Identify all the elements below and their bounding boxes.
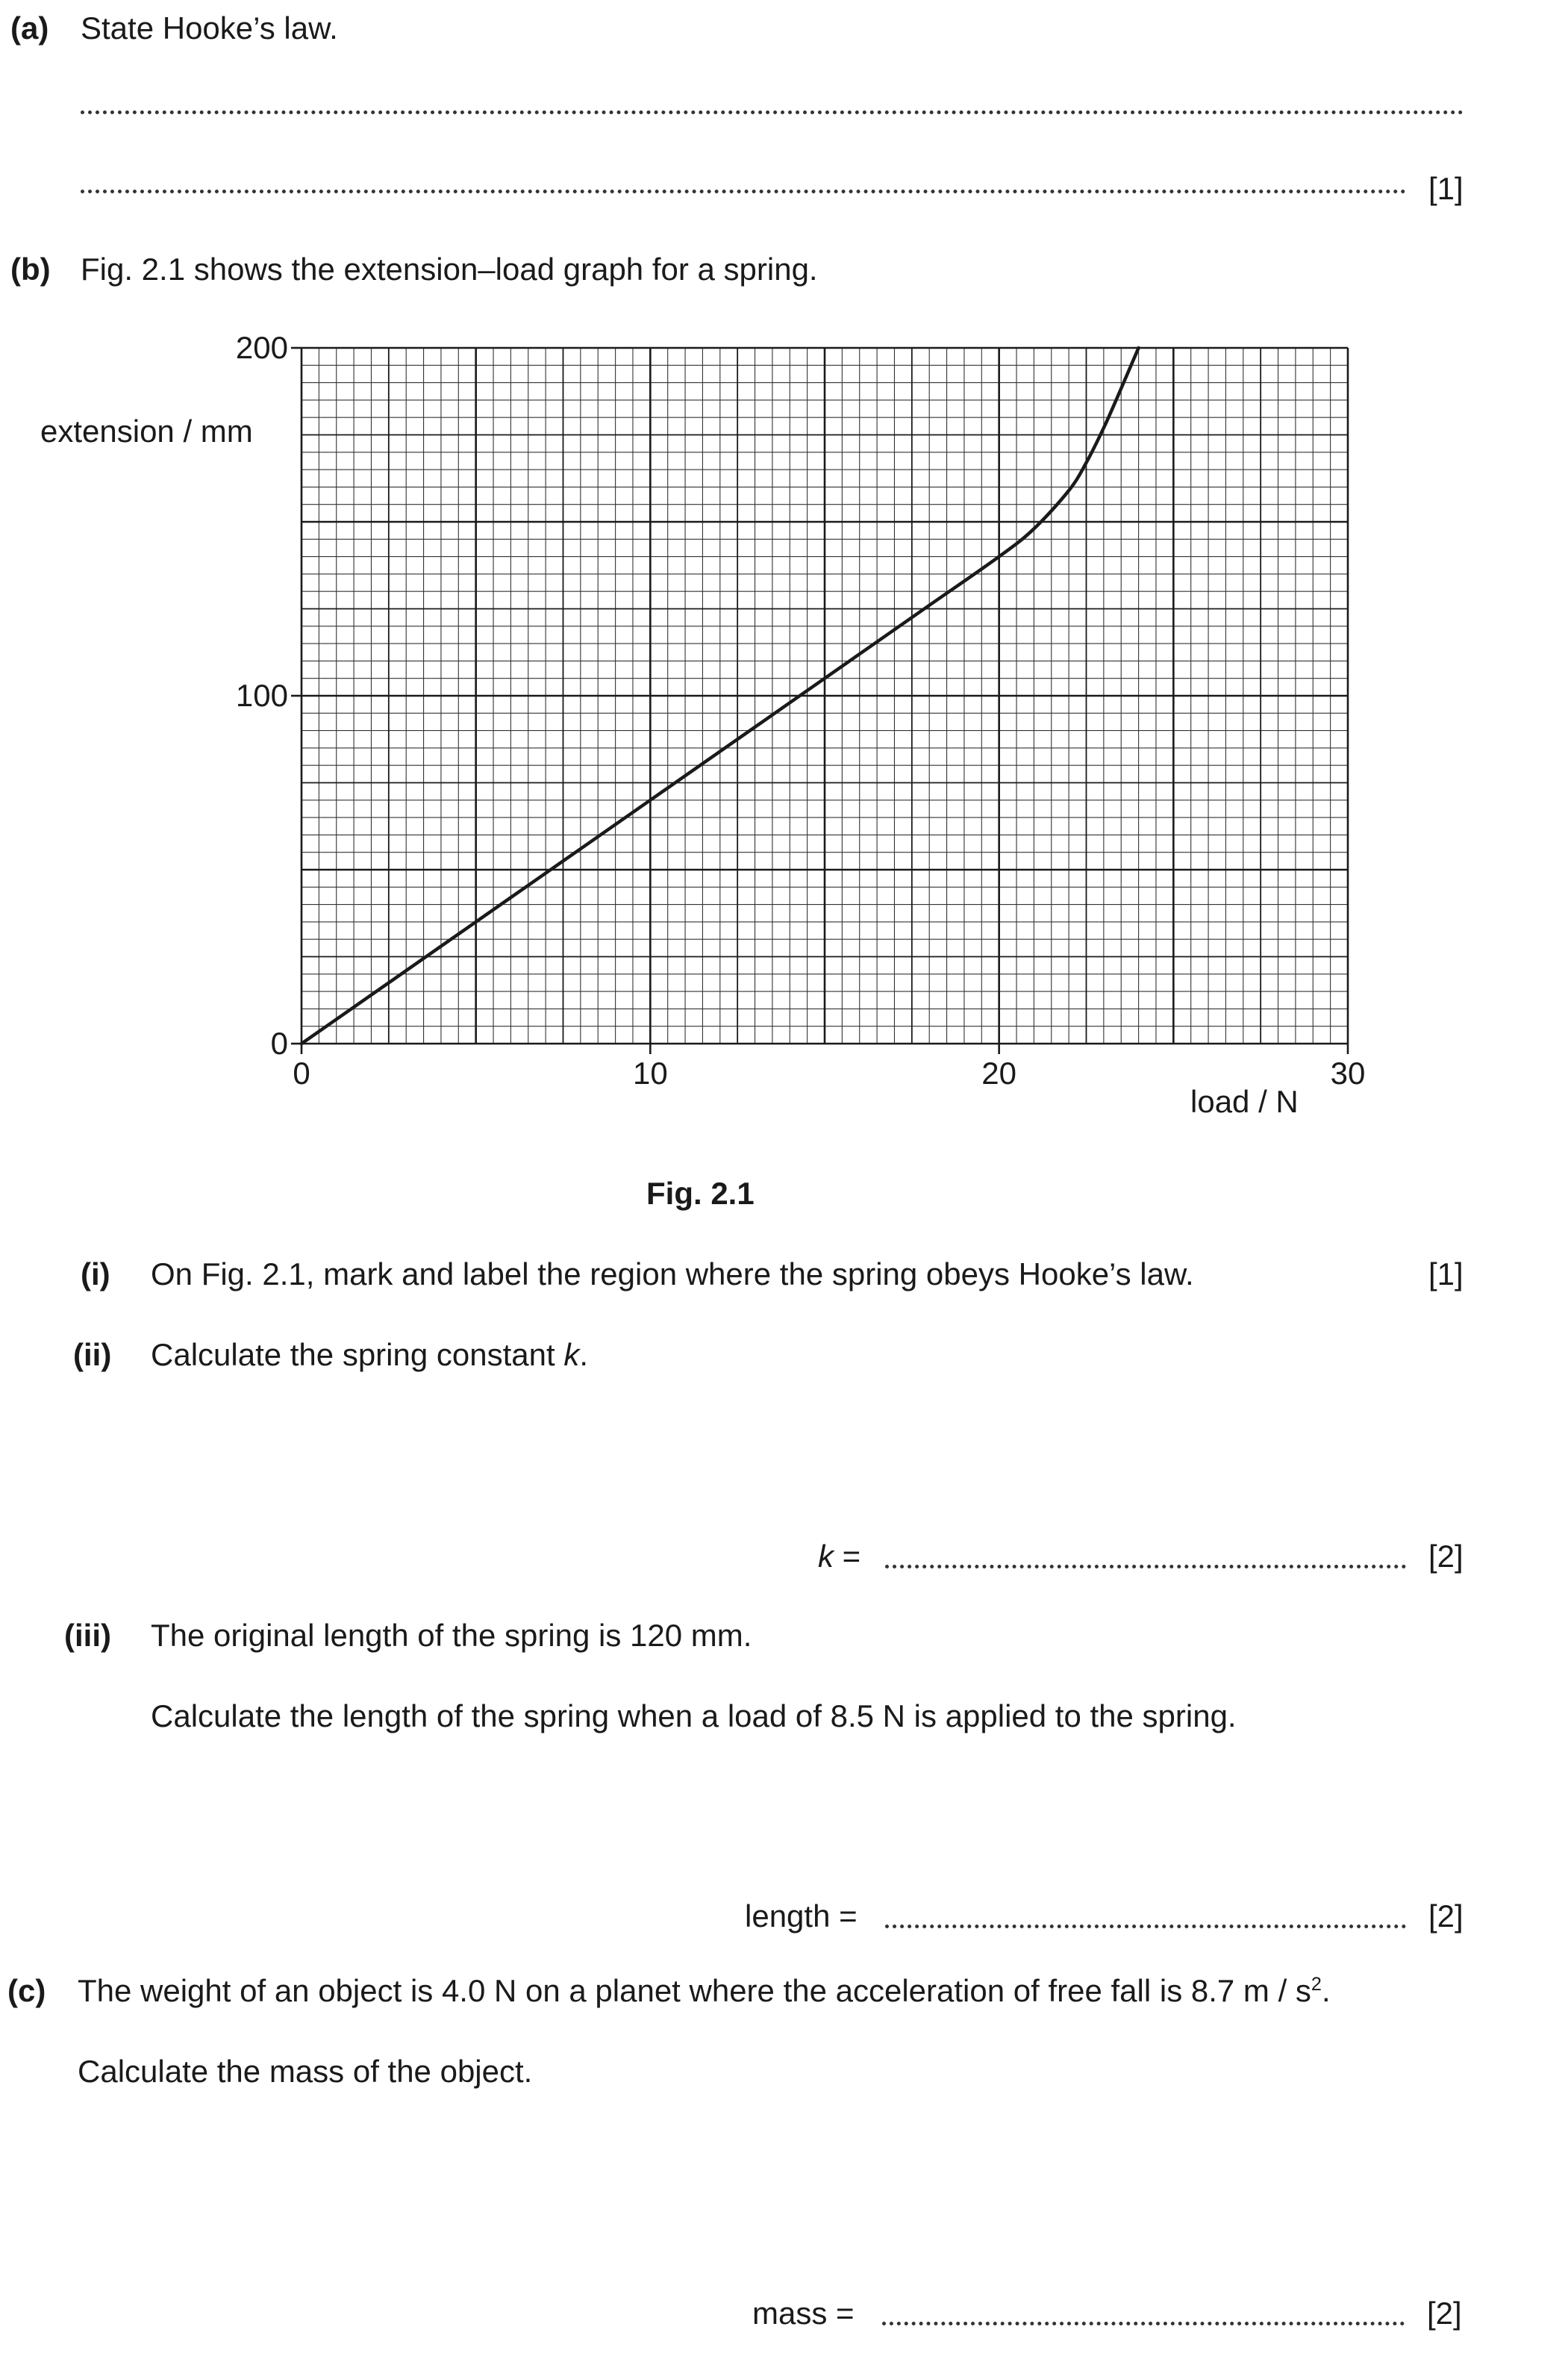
x-tick-label: 0 [293, 1056, 310, 1091]
x-axis-label: load / N [1190, 1084, 1299, 1119]
answer-line-a2[interactable] [81, 190, 1406, 193]
answer-line-k[interactable] [885, 1565, 1406, 1568]
y-axis-label: extension / mm [40, 414, 253, 449]
sub-i-label: (i) [81, 1256, 110, 1291]
part-c-text-suffix: . [1321, 1973, 1331, 2008]
length-answer-label: length = [745, 1898, 858, 1934]
sub-iii-question-line1: The original length of the spring is 120 mm. [151, 1618, 752, 1653]
sub-iii-question-line2: Calculate the length of the spring when a load of 8.5 N is applied to the spring. [151, 1698, 1237, 1733]
part-a-question: State Hooke’s law. [81, 10, 338, 46]
x-tick-label: 30 [1330, 1056, 1366, 1091]
part-c-mark: [2] [1427, 2296, 1462, 2331]
sub-i-question: On Fig. 2.1, mark and label the region where the spring obeys Hooke’s law. [151, 1256, 1194, 1291]
extension-load-graph [0, 321, 1568, 1142]
sub-ii-text-prefix: Calculate the spring constant [151, 1337, 564, 1372]
axis-ticks [291, 348, 1348, 1054]
sub-ii-answer-eq: = [834, 1539, 861, 1574]
sub-ii-answer-label [818, 1541, 860, 1572]
part-a-mark: [1] [1428, 171, 1464, 206]
part-c-label: (c) [7, 1973, 46, 2008]
sub-ii-text-suffix: . [579, 1337, 588, 1372]
sub-iii-label: (iii) [64, 1618, 111, 1653]
y-tick-label: 100 [235, 678, 288, 713]
part-c-question [78, 1975, 1331, 2007]
x-tick-label: 20 [981, 1056, 1017, 1091]
sub-ii-mark: [2] [1428, 1539, 1464, 1574]
part-b-question: Fig. 2.1 shows the extension–load graph for a spring. [81, 252, 818, 287]
sub-ii-label: (ii) [73, 1337, 112, 1372]
answer-line-length[interactable] [885, 1925, 1406, 1928]
mass-answer-label: mass = [752, 2296, 855, 2331]
axis-tick-labels [236, 330, 1365, 1091]
part-c-text-superscript: 2 [1311, 1974, 1322, 1995]
y-tick-label: 0 [270, 1026, 288, 1061]
sub-ii-answer-var: k [818, 1539, 834, 1574]
sub-iii-mark: [2] [1428, 1898, 1464, 1934]
part-c-text-prefix: The weight of an object is 4.0 N on a planet where the acceleration of free fall is 8.7 m / s [78, 1973, 1311, 2008]
answer-line-a1[interactable] [81, 110, 1464, 114]
answer-line-mass[interactable] [882, 2322, 1405, 2325]
sub-ii-question [151, 1339, 588, 1371]
sub-i-mark: [1] [1428, 1256, 1464, 1291]
sub-ii-text-var: k [563, 1337, 580, 1372]
part-b-label: (b) [10, 252, 51, 287]
part-a-label: (a) [10, 10, 49, 46]
y-tick-label: 200 [235, 330, 288, 365]
part-c-instruction: Calculate the mass of the object. [78, 2054, 533, 2089]
x-tick-label: 10 [632, 1056, 668, 1091]
figure-caption: Fig. 2.1 [646, 1176, 755, 1211]
